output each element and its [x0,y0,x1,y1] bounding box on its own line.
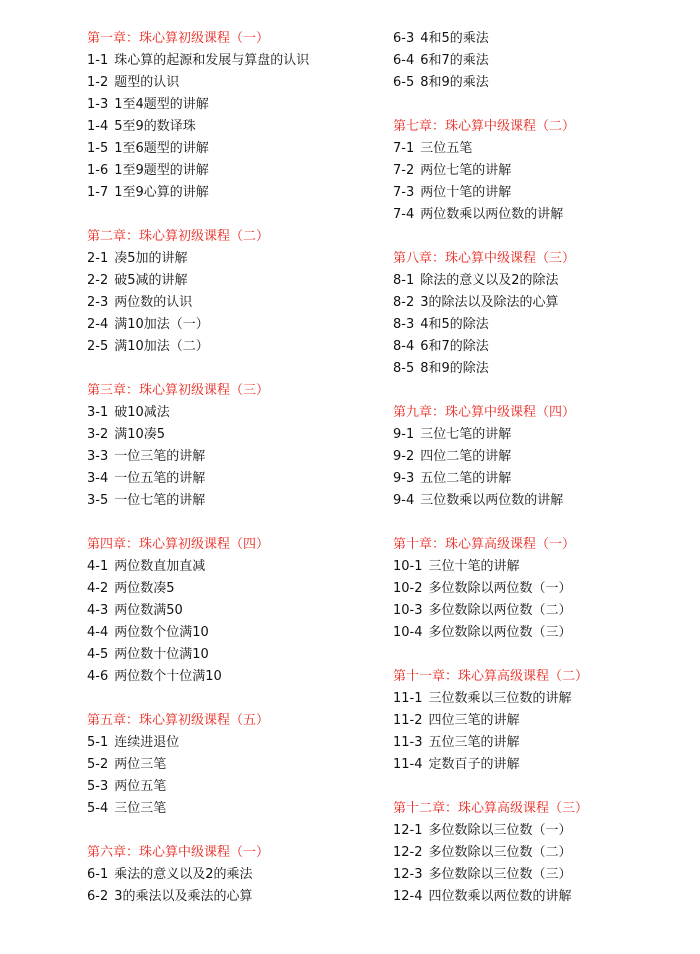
lesson-item [393,886,683,908]
lesson-item [87,600,377,622]
lesson-item [393,864,683,886]
lesson-number: 9-1 [393,427,415,442]
chapter-title: 第八章：珠心算中级课程（三） [393,251,576,266]
lesson-title: 三位数乘以两位数的讲解 [420,493,564,508]
lesson-title: 3的除法以及除法的心算 [420,295,559,310]
lesson-item [87,798,377,820]
chapter-6-continuation [393,28,683,94]
lesson-title: 5至9的数译珠 [114,119,196,134]
chapter-title: 第十二章：珠心算高级课程（三） [393,801,589,816]
lesson-title: 两位五笔 [114,779,167,794]
lesson-item [393,578,683,600]
lesson-item [393,314,683,336]
lesson-number: 9-3 [393,471,415,486]
chapter-block [393,248,683,380]
lesson-number: 4-4 [87,625,109,640]
lesson-title: 满10加法（二） [114,339,209,354]
lesson-item [87,270,377,292]
lesson-number: 10-1 [393,559,423,574]
lesson-item [87,754,377,776]
lesson-title: 珠心算的起源和发展与算盘的认识 [114,53,310,68]
lesson-item [393,28,683,50]
lesson-number: 2-5 [87,339,109,354]
lesson-title: 五位二笔的讲解 [420,471,512,486]
lesson-title: 四位二笔的讲解 [420,449,512,464]
lesson-title: 多位数除以两位数（三） [428,625,572,640]
lesson-title: 除法的意义以及2的除法 [420,273,559,288]
lesson-item [393,358,683,380]
lesson-number: 9-4 [393,493,415,508]
lesson-title: 4和5的除法 [420,317,489,332]
lesson-item [87,776,377,798]
lesson-number: 8-3 [393,317,415,332]
lesson-number: 12-3 [393,867,423,882]
lesson-title: 两位七笔的讲解 [420,163,512,178]
lesson-number: 6-2 [87,889,109,904]
lesson-number: 1-5 [87,141,109,156]
chapter-title: 第九章：珠心算中级课程（四） [393,405,576,420]
chapter-block [87,226,377,358]
lesson-item [393,622,683,644]
chapter-block [393,402,683,512]
chapter-block [393,116,683,226]
lesson-item [393,820,683,842]
lesson-number: 12-1 [393,823,423,838]
lesson-item [393,468,683,490]
chapter-block [87,842,377,908]
lesson-number: 5-4 [87,801,109,816]
chapter-title: 第十章：珠心算高级课程（一） [393,537,576,552]
lesson-item [87,248,377,270]
lesson-number: 5-3 [87,779,109,794]
lesson-title: 3的乘法以及乘法的心算 [114,889,253,904]
lesson-title: 多位数除以两位数（一） [428,581,572,596]
lesson-item [87,490,377,512]
lesson-number: 8-2 [393,295,415,310]
lesson-title: 多位数除以三位数（二） [428,845,572,860]
chapter-title: 第二章：珠心算初级课程（二） [87,229,270,244]
lesson-number: 1-3 [87,97,109,112]
lesson-number: 2-4 [87,317,109,332]
chapter-block [87,28,377,204]
lesson-item [393,424,683,446]
lesson-number: 4-1 [87,559,109,574]
lesson-number: 6-4 [393,53,415,68]
lesson-number: 3-2 [87,427,109,442]
lesson-title: 三位七笔的讲解 [420,427,512,442]
lesson-number: 2-3 [87,295,109,310]
lesson-title: 三位数乘以三位数的讲解 [428,691,572,706]
lesson-title: 6和7的除法 [420,339,489,354]
lesson-item [87,314,377,336]
lesson-item [393,754,683,776]
lesson-item [87,864,377,886]
lesson-item [393,446,683,468]
lesson-title: 1至9心算的讲解 [114,185,209,200]
lesson-number: 7-1 [393,141,415,156]
lesson-item [393,160,683,182]
lesson-item [87,182,377,204]
right-column [393,28,683,930]
lesson-title: 三位三笔 [114,801,167,816]
lesson-title: 凑5加的讲解 [114,251,188,266]
lesson-title: 1至6题型的讲解 [114,141,209,156]
chapter-title: 第一章：珠心算初级课程（一） [87,31,270,46]
lesson-title: 多位数除以两位数（二） [428,603,572,618]
lesson-item [393,600,683,622]
lesson-title: 四位数乘以两位数的讲解 [428,889,572,904]
lesson-item [87,72,377,94]
lesson-item [87,732,377,754]
lesson-item [87,94,377,116]
lesson-number: 2-2 [87,273,109,288]
chapter-block [87,380,377,512]
lesson-number: 5-1 [87,735,109,750]
lesson-item [393,336,683,358]
lesson-title: 两位数个十位满10 [114,669,222,684]
lesson-number: 6-5 [393,75,415,90]
lesson-number: 1-4 [87,119,109,134]
lesson-number: 3-4 [87,471,109,486]
lesson-title: 乘法的意义以及2的乘法 [114,867,253,882]
lesson-number: 12-4 [393,889,423,904]
lesson-item [393,270,683,292]
lesson-item [393,710,683,732]
lesson-item [393,72,683,94]
lesson-item [87,446,377,468]
lesson-title: 两位十笔的讲解 [420,185,512,200]
lesson-item [87,336,377,358]
lesson-item [393,732,683,754]
lesson-title: 6和7的乘法 [420,53,489,68]
lesson-item [393,842,683,864]
lesson-title: 一位五笔的讲解 [114,471,206,486]
lesson-item [393,182,683,204]
lesson-title: 两位数的认识 [114,295,193,310]
lesson-item [87,468,377,490]
lesson-item [87,424,377,446]
lesson-number: 1-7 [87,185,109,200]
lesson-item [87,578,377,600]
chapter-block [393,798,683,908]
left-column [87,28,377,930]
chapter-title: 第五章：珠心算初级课程（五） [87,713,270,728]
lesson-item [393,204,683,226]
lesson-number: 8-5 [393,361,415,376]
lesson-title: 破10减法 [114,405,170,420]
lesson-number: 1-2 [87,75,109,90]
lesson-number: 5-2 [87,757,109,772]
lesson-item [87,644,377,666]
chapter-title: 第十一章：珠心算高级课程（二） [393,669,589,684]
lesson-item [87,292,377,314]
lesson-title: 两位数十位满10 [114,647,209,662]
lesson-number: 11-4 [393,757,423,772]
lesson-number: 10-4 [393,625,423,640]
lesson-number: 7-3 [393,185,415,200]
lesson-number: 7-4 [393,207,415,222]
lesson-item [87,50,377,72]
lesson-number: 8-1 [393,273,415,288]
lesson-title: 满10凑5 [114,427,166,442]
lesson-number: 9-2 [393,449,415,464]
chapter-title: 第七章：珠心算中级课程（二） [393,119,576,134]
lesson-item [393,292,683,314]
chapter-title: 第三章：珠心算初级课程（三） [87,383,270,398]
lesson-item [87,402,377,424]
lesson-item [87,622,377,644]
lesson-title: 定数百子的讲解 [428,757,520,772]
lesson-title: 多位数除以三位数（一） [428,823,572,838]
lesson-number: 12-2 [393,845,423,860]
lesson-number: 11-1 [393,691,423,706]
lesson-number: 4-2 [87,581,109,596]
lesson-title: 四位三笔的讲解 [428,713,520,728]
lesson-title: 五位三笔的讲解 [428,735,520,750]
lesson-title: 三位十笔的讲解 [428,559,520,574]
lesson-number: 1-1 [87,53,109,68]
chapter-title: 第六章：珠心算中级课程（一） [87,845,270,860]
lesson-number: 11-2 [393,713,423,728]
lesson-item [393,138,683,160]
lesson-title: 两位数个位满10 [114,625,209,640]
lesson-title: 题型的认识 [114,75,180,90]
lesson-title: 两位数乘以两位数的讲解 [420,207,564,222]
lesson-title: 连续进退位 [114,735,180,750]
lesson-title: 满10加法（一） [114,317,209,332]
lesson-title: 多位数除以三位数（三） [428,867,572,882]
lesson-title: 1至4题型的讲解 [114,97,209,112]
lesson-number: 3-5 [87,493,109,508]
lesson-title: 两位数直加直减 [114,559,206,574]
lesson-number: 8-4 [393,339,415,354]
lesson-item [393,688,683,710]
lesson-title: 4和5的乘法 [420,31,489,46]
lesson-number: 4-6 [87,669,109,684]
chapter-block [393,534,683,644]
lesson-item [393,50,683,72]
lesson-number: 2-1 [87,251,109,266]
lesson-item [87,886,377,908]
lesson-number: 6-3 [393,31,415,46]
lesson-number: 6-1 [87,867,109,882]
lesson-title: 两位数凑5 [114,581,175,596]
lesson-item [87,160,377,182]
lesson-number: 10-2 [393,581,423,596]
lesson-item [393,490,683,512]
chapter-block [87,534,377,688]
lesson-number: 10-3 [393,603,423,618]
lesson-title: 1至9题型的讲解 [114,163,209,178]
lesson-item [87,138,377,160]
lesson-title: 8和9的除法 [420,361,489,376]
lesson-title: 破5减的讲解 [114,273,188,288]
lesson-number: 1-6 [87,163,109,178]
lesson-number: 3-1 [87,405,109,420]
lesson-number: 4-5 [87,647,109,662]
lesson-title: 两位三笔 [114,757,167,772]
lesson-number: 7-2 [393,163,415,178]
lesson-title: 8和9的乘法 [420,75,489,90]
lesson-item [87,116,377,138]
lesson-number: 3-3 [87,449,109,464]
lesson-title: 一位三笔的讲解 [114,449,206,464]
lesson-number: 4-3 [87,603,109,618]
lesson-title: 一位七笔的讲解 [114,493,206,508]
chapter-block [87,710,377,820]
lesson-item [87,666,377,688]
lesson-item [87,556,377,578]
chapter-title: 第四章：珠心算初级课程（四） [87,537,270,552]
lesson-number: 11-3 [393,735,423,750]
lesson-title: 两位数满50 [114,603,183,618]
chapter-block [393,666,683,776]
lesson-item [393,556,683,578]
lesson-title: 三位五笔 [420,141,473,156]
